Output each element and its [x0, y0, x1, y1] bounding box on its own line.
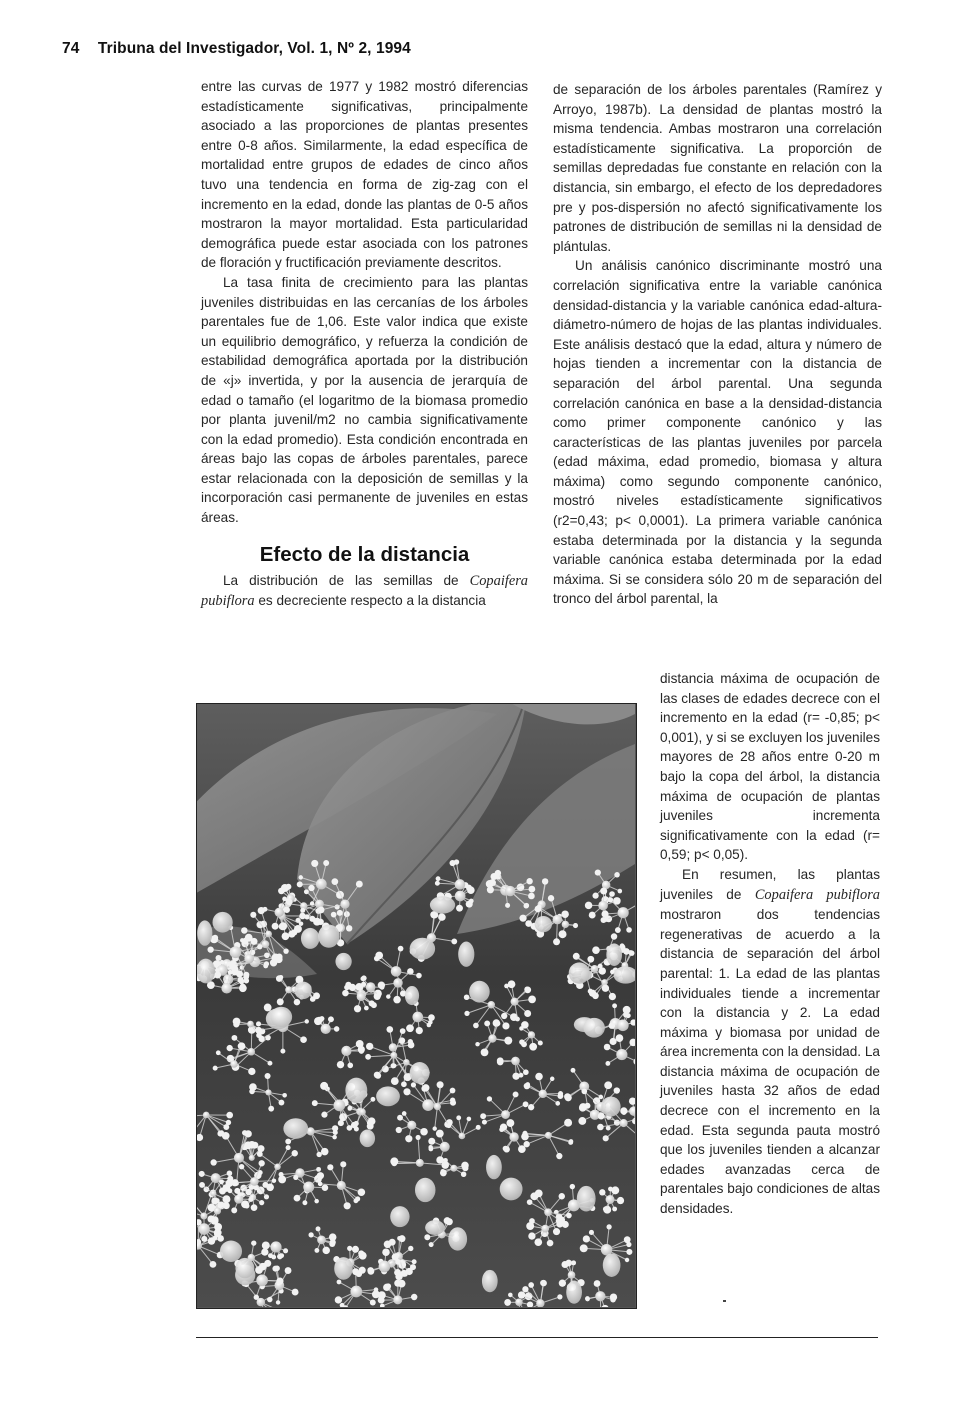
- footer-rule: [196, 1337, 878, 1338]
- species-name: Copaifera pubiflora: [754, 886, 880, 903]
- right-paragraph-2: Un análisis canónico discriminante mostró una correlación significativa entre la variable canónica densidad-distancia y la variable canónica edad-altura-diámetro-número de hojas de las plantas individuales. Este análisis destacó que la edad, altura y número de hojas tienden a incrementar con la distancia de separación del árbol parental. Una segunda correlación canónica en base a la densidad-distancia como primer componente canónico y las características de las plantas juveniles por parcela (edad máxima, edad promedio, biomasa y altura máxima) como segundo componente canónico, mostró niveles estadísticamente significativos (r2=0,43; p< 0,0001). La primera variable canónica estaba determinada por la distancia y la segunda variable canónica estaba determinada por la edad máxima. Si se considera sólo 20 m de separación del tronco del árbol parental, la: [553, 258, 882, 607]
- left-column: [201, 77, 528, 612]
- page-number: 74: [62, 40, 80, 57]
- wrap-paragraph-1: distancia máxima de ocupación de las clases de edades decrece con el incremento en la edad (r= -0,85; p< 0,001), y si se excluyen los juveniles mayores de 28 años entre 0-20 m bajo la copa del árbol, la distancia máxima de ocupación de plantas juveniles incrementa significativamente con la edad (r= 0,59; p< 0,05).: [660, 671, 880, 863]
- right-column: [553, 80, 882, 609]
- left-paragraph-2: La tasa finita de crecimiento para las plantas juveniles distribuidas en las cercanías de los árboles parentales fue de 1,06. Este valor indica que existe un equilibrio demográfico, y refuerza la condición de estabilidad demográfica aportada por la distribución de «j» invertida, y por la ausencia de jerarquía de edad o tamaño (el logaritmo de la biomasa promedio por planta juvenil/m2 no cambia significativamente con la edad promedio). Esta condición encontrada en áreas bajo las copas de árboles parentales, parece estar relacionada con la deposición de semillas y la incorporación casi permanente de juveniles en estas áreas.: [201, 274, 528, 526]
- journal-title: Tribuna del Investigador, Vol. 1, Nº 2, 1994: [97, 40, 411, 57]
- paragraph-text: es decreciente respecto a la distancia: [258, 593, 486, 609]
- paragraph-text: La distribución de las semillas de: [223, 572, 459, 588]
- paragraph-text: mostraron dos tendencias regenerativas de acuerdo a la distancia de separación del árbol parental: 1. La edad de las plantas individuales tiende a incrementar con la distancia y 2. La edad máxima y biomasa por unidad de área incrementa con la densidad. La distancia máxima de ocupación de juveniles hasta 32 años de edad decrece con el incremento en la edad. Esta segunda pauta mostró que los juveniles tienden a alcanzar edades avanzadas cerca de parentales bajo condiciones de altas densidades.: [660, 907, 880, 1217]
- photo-illustration: [197, 704, 635, 1307]
- species-name: Copaifera pubiflora: [201, 572, 529, 610]
- running-head: [62, 40, 411, 58]
- wrap-column: [660, 669, 880, 1219]
- print-speck: [723, 1300, 726, 1302]
- right-paragraph-1: de separación de los árboles parentales (Ramírez y Arroyo, 1987b). La densidad de plantas mostró la misma tendencia. Ambas mostraron una correlación estadísticamente significativa. La proporción de semillas depredadas fue constante en relación con la distancia, sin embargo, el efecto de los depredadores pre y pos-dispersión no afectó significativamente los patrones de distribución de semillas ni la densidad de plántulas.: [553, 82, 882, 254]
- flower-photo: [196, 703, 637, 1309]
- left-paragraph-3: [201, 571, 528, 612]
- left-paragraph-1: entre las curvas de 1977 y 1982 mostró diferencias estadísticamente significativas, principalmente asociado a las proporciones de plantas presentes entre 0-8 años. Similarmente, la edad específica de mortalidad entre grupos de edades de cinco años tuvo una tendencia en forma de zig-zag con el incremento en la edad, donde las plantas de 0-5 años mostraron la mayor mortalidad. Esta particularidad demográfica puede estar asociada con los patrones de floración y fructificación previamente descritos.: [201, 79, 528, 271]
- section-heading: Efecto de la distancia: [259, 542, 470, 566]
- paragraph-text: En resumen, las plantas juveniles de: [660, 866, 880, 902]
- wrap-paragraph-2: [660, 865, 880, 1219]
